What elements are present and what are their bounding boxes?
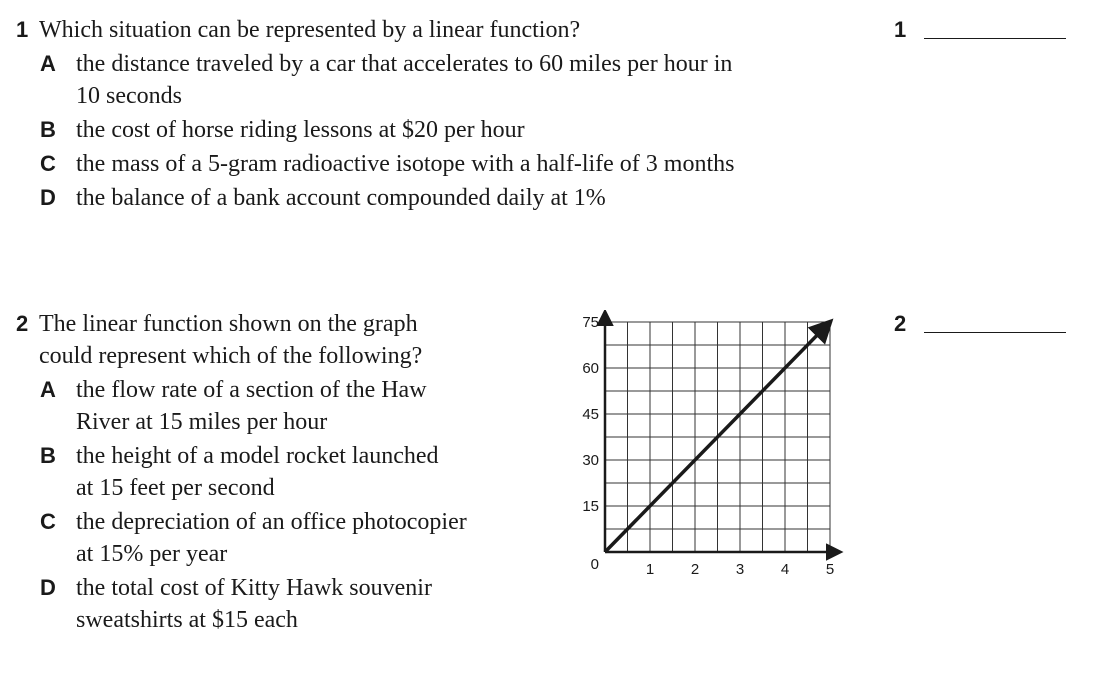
choice-d[interactable] — [16, 182, 856, 214]
choice-letter: A — [40, 377, 56, 402]
question-stem — [16, 14, 856, 46]
answer-blank[interactable] — [924, 38, 1066, 39]
answer-number: 2 — [894, 311, 907, 336]
y-tick-label: 30 — [582, 452, 599, 469]
choice-text-line: River at 15 miles per hour — [76, 409, 328, 435]
question-number: 1 — [16, 17, 29, 42]
x-tick-label: 3 — [735, 561, 745, 578]
answer-area-2 — [894, 308, 922, 340]
choice-letter: A — [40, 51, 56, 76]
answer-blank[interactable] — [924, 332, 1066, 333]
choice-text-line: the distance traveled by a car that accelerates to 60 miles per hour in — [76, 51, 733, 77]
choice-text-line: the cost of horse riding lessons at $20 per hour — [76, 117, 525, 143]
answer-number: 1 — [894, 17, 907, 42]
choice-text-line: at 15 feet per second — [76, 475, 275, 501]
y-tick-label: 75 — [582, 314, 599, 331]
choice-letter: B — [40, 117, 56, 142]
choice-text-line: the height of a model rocket launched — [76, 443, 439, 469]
choice-c[interactable] — [16, 506, 546, 570]
y-tick-label: 60 — [582, 360, 599, 377]
choice-text-line: at 15% per year — [76, 541, 228, 567]
x-tick-label: 4 — [780, 561, 790, 578]
x-tick-label: 5 — [825, 561, 835, 578]
choice-text-line: 10 seconds — [76, 83, 182, 109]
choice-d[interactable] — [16, 572, 546, 636]
choice-b[interactable] — [16, 114, 856, 146]
choice-a[interactable] — [16, 48, 856, 112]
choice-a[interactable] — [16, 374, 546, 438]
stem-line: The linear function shown on the graph — [39, 311, 418, 337]
choice-b[interactable] — [16, 440, 546, 504]
choice-text-line: the mass of a 5-gram radioactive isotope with a half-life of 3 months — [76, 151, 735, 177]
stem-line: could represent which of the following? — [39, 343, 423, 369]
choice-text-line: the depreciation of an office photocopier — [76, 509, 467, 535]
x-tick-label: 1 — [645, 561, 655, 578]
choice-c[interactable] — [16, 148, 856, 180]
origin-label: 0 — [590, 556, 599, 573]
choice-letter: B — [40, 443, 56, 468]
question-stem — [16, 308, 546, 372]
linear-function-graph — [560, 310, 850, 580]
choice-text-line: sweatshirts at $15 each — [76, 607, 298, 633]
y-tick-label: 15 — [582, 498, 599, 515]
choice-text-line: the total cost of Kitty Hawk souvenir — [76, 575, 432, 601]
choice-letter: D — [40, 575, 56, 600]
choice-text-line: the balance of a bank account compounded daily at 1% — [76, 185, 606, 211]
choice-letter: C — [40, 509, 56, 534]
choice-text-line: the flow rate of a section of the Haw — [76, 377, 427, 403]
question-number: 2 — [16, 311, 29, 336]
question-2 — [16, 308, 546, 636]
answer-area-1 — [894, 14, 922, 46]
y-tick-label: 45 — [582, 406, 599, 423]
choice-letter: C — [40, 151, 56, 176]
x-tick-label: 2 — [690, 561, 700, 578]
stem-line: Which situation can be represented by a linear function? — [39, 17, 581, 43]
question-1 — [16, 14, 856, 214]
choice-letter: D — [40, 185, 56, 210]
